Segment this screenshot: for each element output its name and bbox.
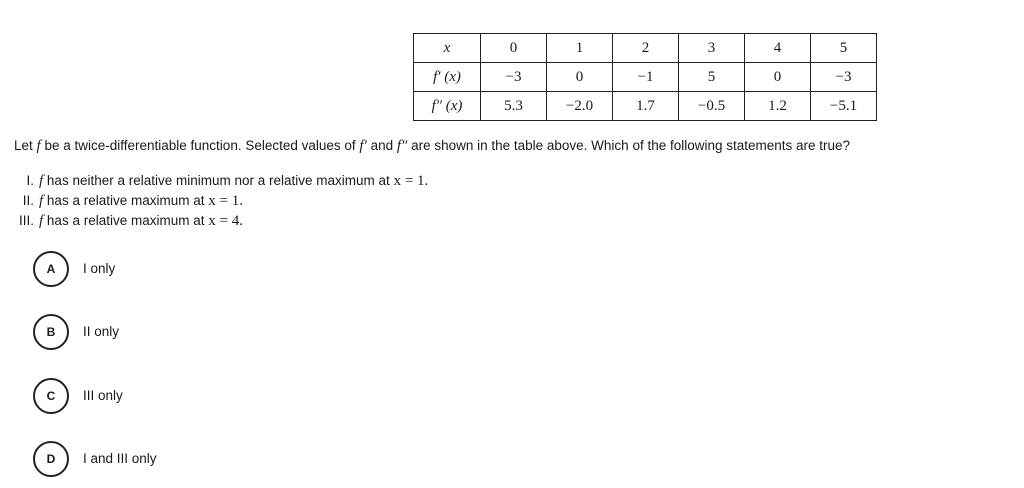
table-cell: −0.5 — [679, 92, 745, 121]
choice-a-text[interactable]: I only — [83, 261, 116, 276]
row-header-f-double-prime: f″ (x) — [414, 92, 481, 121]
table-cell: −3 — [811, 63, 877, 92]
table-cell: −2.0 — [547, 92, 613, 121]
values-table — [413, 33, 877, 121]
statement-1: I. f has neither a relative minimum nor a relative maximum at x = 1. — [26, 173, 429, 189]
choice-b-bubble[interactable]: B — [33, 314, 69, 350]
table-row-f-double-prime — [414, 92, 877, 121]
table-cell: 4 — [745, 34, 811, 63]
choice-d-bubble[interactable]: D — [33, 441, 69, 477]
table-cell: 3 — [679, 34, 745, 63]
table-cell: 1.7 — [613, 92, 679, 121]
table-cell: 0 — [481, 34, 547, 63]
table-cell: 2 — [613, 34, 679, 63]
table-cell: 1 — [547, 34, 613, 63]
table-cell: −5.1 — [811, 92, 877, 121]
question-prompt: Let f be a twice-differentiable function. Selected values of f′ and f″ are shown in the table above. Which of the following statements are true? — [14, 138, 851, 154]
table-cell: 1.2 — [745, 92, 811, 121]
table-cell: 0 — [745, 63, 811, 92]
table-cell: 5.3 — [481, 92, 547, 121]
row-header-f-prime: f′ (x) — [414, 63, 481, 92]
table-cell: −3 — [481, 63, 547, 92]
table-row-f-prime — [414, 63, 877, 92]
statement-equation: x = 4. — [208, 213, 243, 229]
table-row-x — [414, 34, 877, 63]
choice-c-text[interactable]: III only — [83, 388, 123, 403]
statement-2: II. f has a relative maximum at x = 1. — [22, 193, 243, 209]
choice-a-bubble[interactable]: A — [33, 251, 69, 287]
choice-c-bubble[interactable]: C — [33, 378, 69, 414]
table-cell: 5 — [811, 34, 877, 63]
statement-3: III. f has a relative maximum at x = 4. — [18, 213, 243, 229]
table-cell: −1 — [613, 63, 679, 92]
statement-equation: x = 1. — [208, 193, 243, 209]
row-header-x: x — [414, 34, 481, 63]
table-cell: 5 — [679, 63, 745, 92]
statement-equation: x = 1. — [393, 173, 429, 189]
choice-b-text[interactable]: II only — [83, 324, 120, 339]
choice-d-text[interactable]: I and III only — [83, 451, 157, 466]
table-cell: 0 — [547, 63, 613, 92]
